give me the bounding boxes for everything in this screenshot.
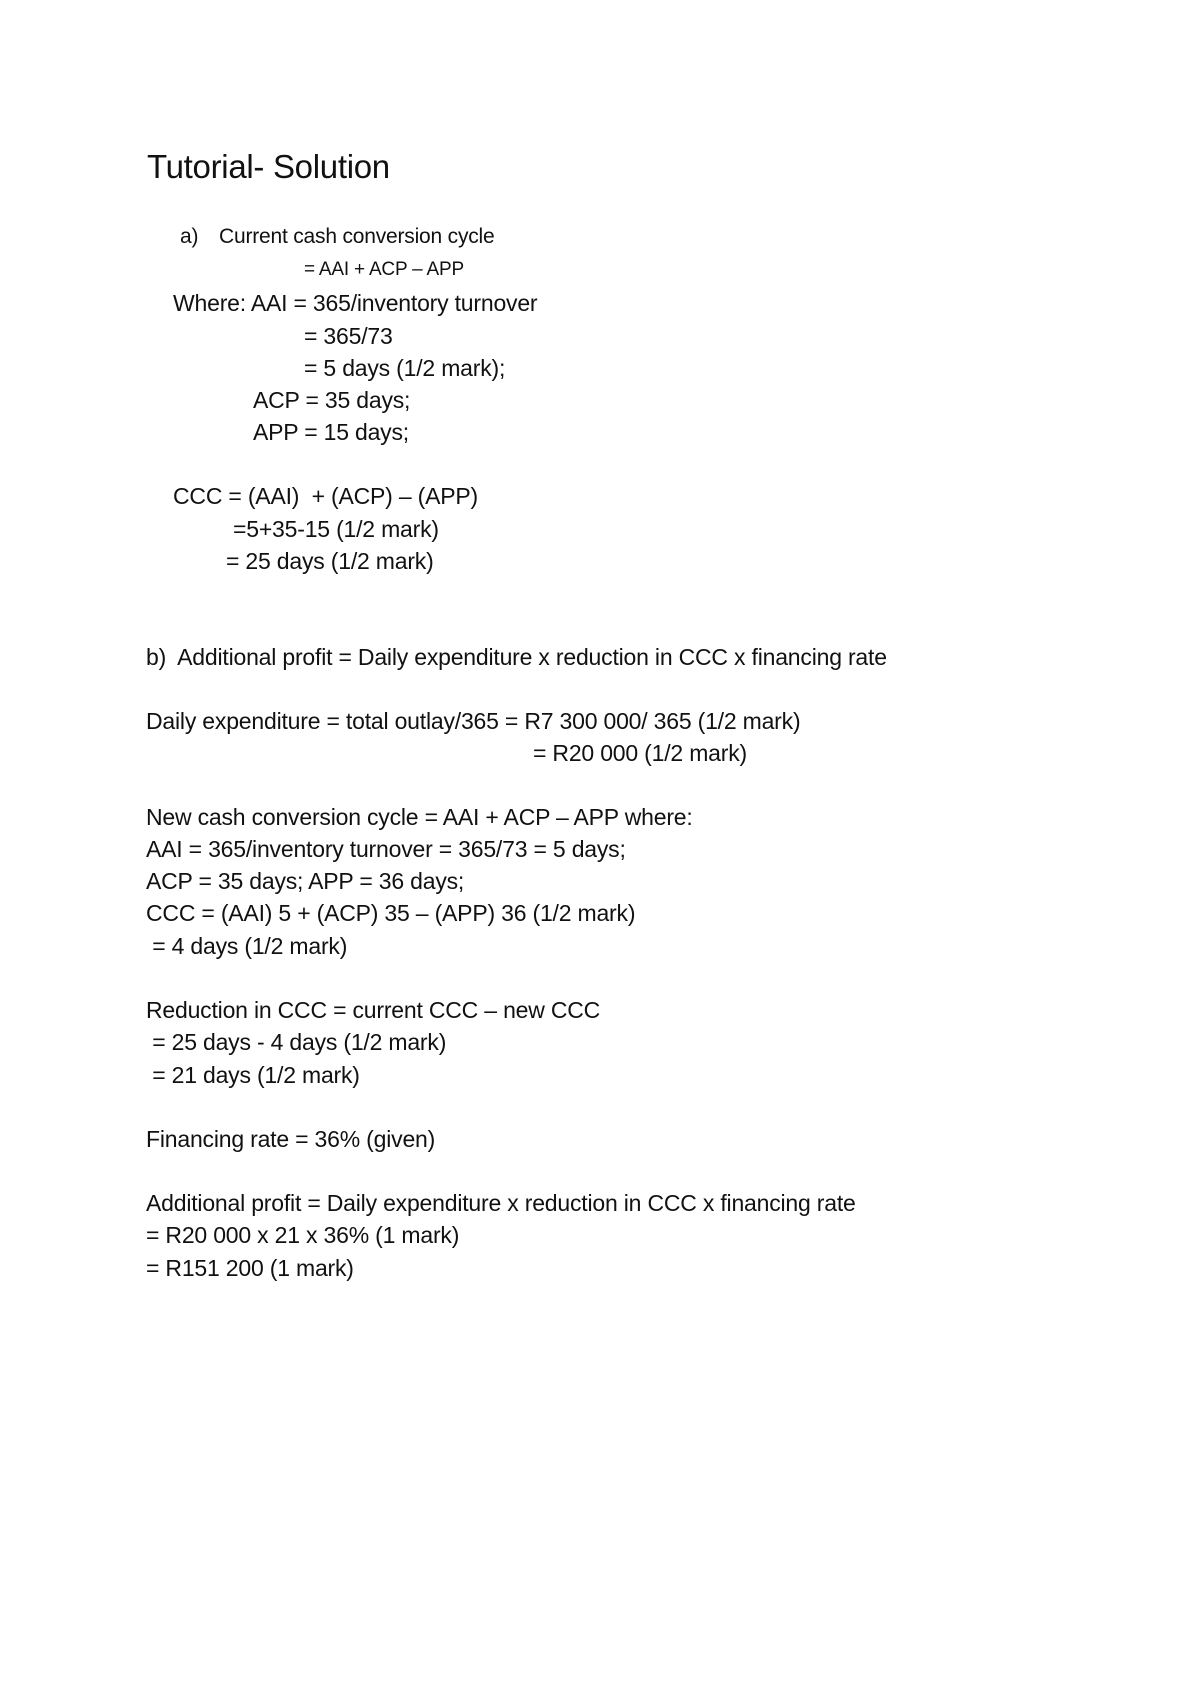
- part-a-heading: Current cash conversion cycle: [219, 225, 495, 248]
- part-a-ccc-formula: CCC = (AAI) + (ACP) – (APP): [173, 483, 478, 509]
- part-a-ccc-result: = 25 days (1/2 mark): [226, 548, 434, 574]
- part-a-aai-step2: = 5 days (1/2 mark);: [304, 355, 506, 381]
- part-a-ccc-step1: =5+35-15 (1/2 mark): [233, 516, 439, 542]
- part-b-reduction-step1: = 25 days - 4 days (1/2 mark): [146, 1029, 447, 1055]
- part-a-aai-step1: = 365/73: [304, 323, 393, 349]
- part-b-daily-exp-line2: = R20 000 (1/2 mark): [533, 740, 747, 766]
- page-title: Tutorial- Solution: [147, 148, 390, 185]
- part-b-new-ccc-formula: CCC = (AAI) 5 + (ACP) 35 – (APP) 36 (1/2 mark): [146, 900, 636, 926]
- part-a-formula: = AAI + ACP – APP: [304, 259, 464, 280]
- part-a-where-aai: Where: AAI = 365/inventory turnover: [173, 290, 538, 316]
- part-a-marker: a): [180, 225, 199, 248]
- part-b-new-aai: AAI = 365/inventory turnover = 365/73 = 5 days;: [146, 836, 626, 862]
- part-b-new-ccc-result: = 4 days (1/2 mark): [146, 933, 348, 959]
- part-b-financing-rate: Financing rate = 36% (given): [146, 1126, 436, 1152]
- part-b-profit-formula: Additional profit = Daily expenditure x reduction in CCC x financing rate: [146, 1190, 856, 1216]
- part-b-heading: b) Additional profit = Daily expenditure x reduction in CCC x financing rate: [146, 644, 887, 670]
- part-b-profit-step1: = R20 000 x 21 x 36% (1 mark): [146, 1222, 460, 1248]
- part-b-reduction-heading: Reduction in CCC = current CCC – new CCC: [146, 997, 601, 1023]
- part-b-new-acp-app: ACP = 35 days; APP = 36 days;: [146, 868, 465, 894]
- part-a-acp: ACP = 35 days;: [253, 387, 411, 413]
- part-b-profit-result: = R151 200 (1 mark): [146, 1255, 354, 1281]
- part-a-app: APP = 15 days;: [253, 419, 409, 445]
- part-b-daily-exp-line1: Daily expenditure = total outlay/365 = R7 300 000/ 365 (1/2 mark): [146, 708, 801, 734]
- part-b-new-ccc-heading: New cash conversion cycle = AAI + ACP – APP where:: [146, 804, 693, 830]
- part-b-reduction-step2: = 21 days (1/2 mark): [146, 1062, 360, 1088]
